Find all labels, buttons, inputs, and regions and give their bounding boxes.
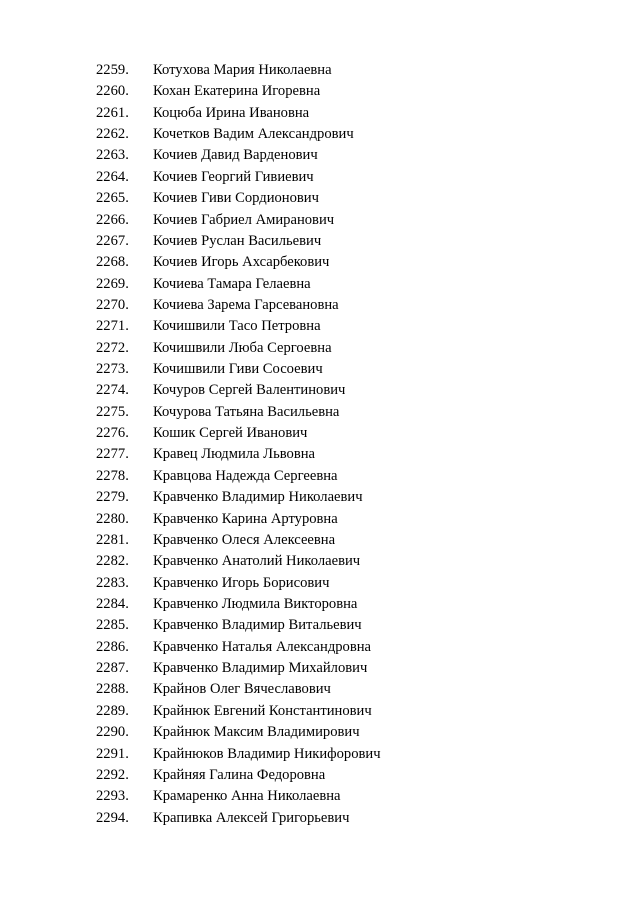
entry-number: 2292.	[96, 766, 129, 783]
entry-full-name: Кравченко Владимир Михайлович	[153, 660, 368, 677]
list-item	[96, 338, 381, 359]
entry-number: 2265.	[96, 190, 129, 207]
entry-full-name: Кочишвили Гиви Сосоевич	[153, 361, 323, 378]
entry-full-name: Кошик Сергей Иванович	[153, 425, 308, 442]
list-item	[96, 466, 381, 487]
list-item	[96, 60, 381, 81]
entry-full-name: Кравцова Надежда Сергеевна	[153, 467, 338, 484]
list-item	[96, 509, 381, 530]
list-item	[96, 594, 381, 615]
entry-full-name: Крамаренко Анна Николаевна	[153, 788, 341, 805]
name-list	[96, 60, 381, 829]
entry-full-name: Кочиева Зарема Гарсевановна	[153, 296, 339, 313]
entry-full-name: Кочиев Игорь Ахсарбекович	[153, 254, 330, 271]
list-item	[96, 808, 381, 829]
entry-number: 2291.	[96, 745, 129, 762]
entry-number: 2286.	[96, 638, 129, 655]
entry-full-name: Котухова Мария Николаевна	[153, 62, 332, 78]
entry-number: 2266.	[96, 211, 129, 228]
list-item	[96, 402, 381, 423]
list-item	[96, 210, 381, 231]
entry-number: 2293.	[96, 788, 129, 805]
entry-full-name: Кочиев Давид Варденович	[153, 147, 318, 164]
list-item	[96, 124, 381, 145]
entry-full-name: Кочишвили Люба Сергоевна	[153, 339, 332, 356]
list-item	[96, 188, 381, 209]
entry-number: 2278.	[96, 467, 129, 484]
list-item	[96, 145, 381, 166]
list-item	[96, 530, 381, 551]
entry-full-name: Кочиев Руслан Васильевич	[153, 232, 322, 249]
entry-number: 2268.	[96, 254, 129, 271]
entry-number: 2260.	[96, 83, 129, 100]
entry-number: 2288.	[96, 681, 129, 698]
entry-number: 2287.	[96, 660, 129, 677]
list-item	[96, 167, 381, 188]
entry-full-name: Кочиев Георгий Гивиевич	[153, 168, 314, 185]
entry-number: 2271.	[96, 318, 129, 335]
entry-full-name: Крайнюков Владимир Никифорович	[153, 745, 381, 762]
list-item	[96, 637, 381, 658]
entry-full-name: Кочишвили Тасо Петровна	[153, 318, 321, 335]
entry-full-name: Кравченко Владимир Николаевич	[153, 489, 363, 506]
entry-full-name: Крапивка Алексей Григорьевич	[153, 809, 350, 826]
list-item	[96, 380, 381, 401]
entry-number: 2272.	[96, 339, 129, 356]
entry-full-name: Кравченко Олеся Алексеевна	[153, 531, 336, 548]
list-item	[96, 615, 381, 636]
entry-number: 2259.	[96, 62, 129, 78]
list-item	[96, 295, 381, 316]
list-item	[96, 274, 381, 295]
entry-full-name: Кочурова Татьяна Васильевна	[153, 403, 340, 420]
entry-number: 2267.	[96, 232, 129, 249]
entry-full-name: Кочиев Габриел Амиранович	[153, 211, 335, 228]
list-item	[96, 252, 381, 273]
list-item	[96, 786, 381, 807]
list-item	[96, 765, 381, 786]
entry-full-name: Коцюба Ирина Ивановна	[153, 104, 310, 121]
entry-number: 2276.	[96, 425, 129, 442]
list-item	[96, 658, 381, 679]
list-item	[96, 103, 381, 124]
entry-full-name: Кравченко Анатолий Николаевич	[153, 553, 361, 570]
list-item	[96, 744, 381, 765]
list-item	[96, 679, 381, 700]
list-item	[96, 701, 381, 722]
entry-number: 2289.	[96, 702, 129, 719]
entry-number: 2280.	[96, 510, 129, 527]
entry-full-name: Кочиева Тамара Гелаевна	[153, 275, 311, 292]
list-item	[96, 444, 381, 465]
entry-full-name: Кочиев Гиви Сордионович	[153, 190, 319, 207]
entry-number: 2263.	[96, 147, 129, 164]
entry-full-name: Крайнов Олег Вячеславович	[153, 681, 331, 698]
list-item	[96, 316, 381, 337]
list-item	[96, 423, 381, 444]
list-item	[96, 573, 381, 594]
entry-number: 2283.	[96, 574, 129, 591]
entry-number: 2262.	[96, 126, 129, 143]
entry-number: 2284.	[96, 595, 129, 612]
entry-full-name: Крайняя Галина Федоровна	[153, 766, 326, 783]
entry-number: 2281.	[96, 531, 129, 548]
entry-full-name: Кравченко Карина Артуровна	[153, 510, 338, 527]
entry-number: 2273.	[96, 361, 129, 378]
list-item	[96, 81, 381, 102]
entry-number: 2261.	[96, 104, 129, 121]
entry-number: 2282.	[96, 553, 129, 570]
entry-full-name: Крайнюк Евгений Константинович	[153, 702, 372, 719]
entry-number: 2275.	[96, 403, 129, 420]
entry-full-name: Кравец Людмила Львовна	[153, 446, 316, 463]
entry-full-name: Кравченко Людмила Викторовна	[153, 595, 358, 612]
entry-number: 2270.	[96, 296, 129, 313]
entry-full-name: Кравченко Игорь Борисович	[153, 574, 330, 591]
entry-number: 2294.	[96, 809, 129, 826]
entry-full-name: Кравченко Наталья Александровна	[153, 638, 372, 655]
entry-full-name: Крайнюк Максим Владимирович	[153, 724, 360, 741]
entry-number: 2277.	[96, 446, 129, 463]
entry-full-name: Кочуров Сергей Валентинович	[153, 382, 346, 399]
entry-number: 2264.	[96, 168, 129, 185]
entry-full-name: Кочетков Вадим Александрович	[153, 126, 354, 143]
list-item	[96, 722, 381, 743]
entry-number: 2285.	[96, 617, 129, 634]
entry-number: 2274.	[96, 382, 129, 399]
list-item	[96, 231, 381, 252]
entry-number: 2290.	[96, 724, 129, 741]
entry-full-name: Кравченко Владимир Витальевич	[153, 617, 362, 634]
entry-full-name: Кохан Екатерина Игоревна	[153, 83, 321, 100]
list-item	[96, 487, 381, 508]
list-item	[96, 359, 381, 380]
entry-number: 2279.	[96, 489, 129, 506]
list-item	[96, 551, 381, 572]
entry-number: 2269.	[96, 275, 129, 292]
